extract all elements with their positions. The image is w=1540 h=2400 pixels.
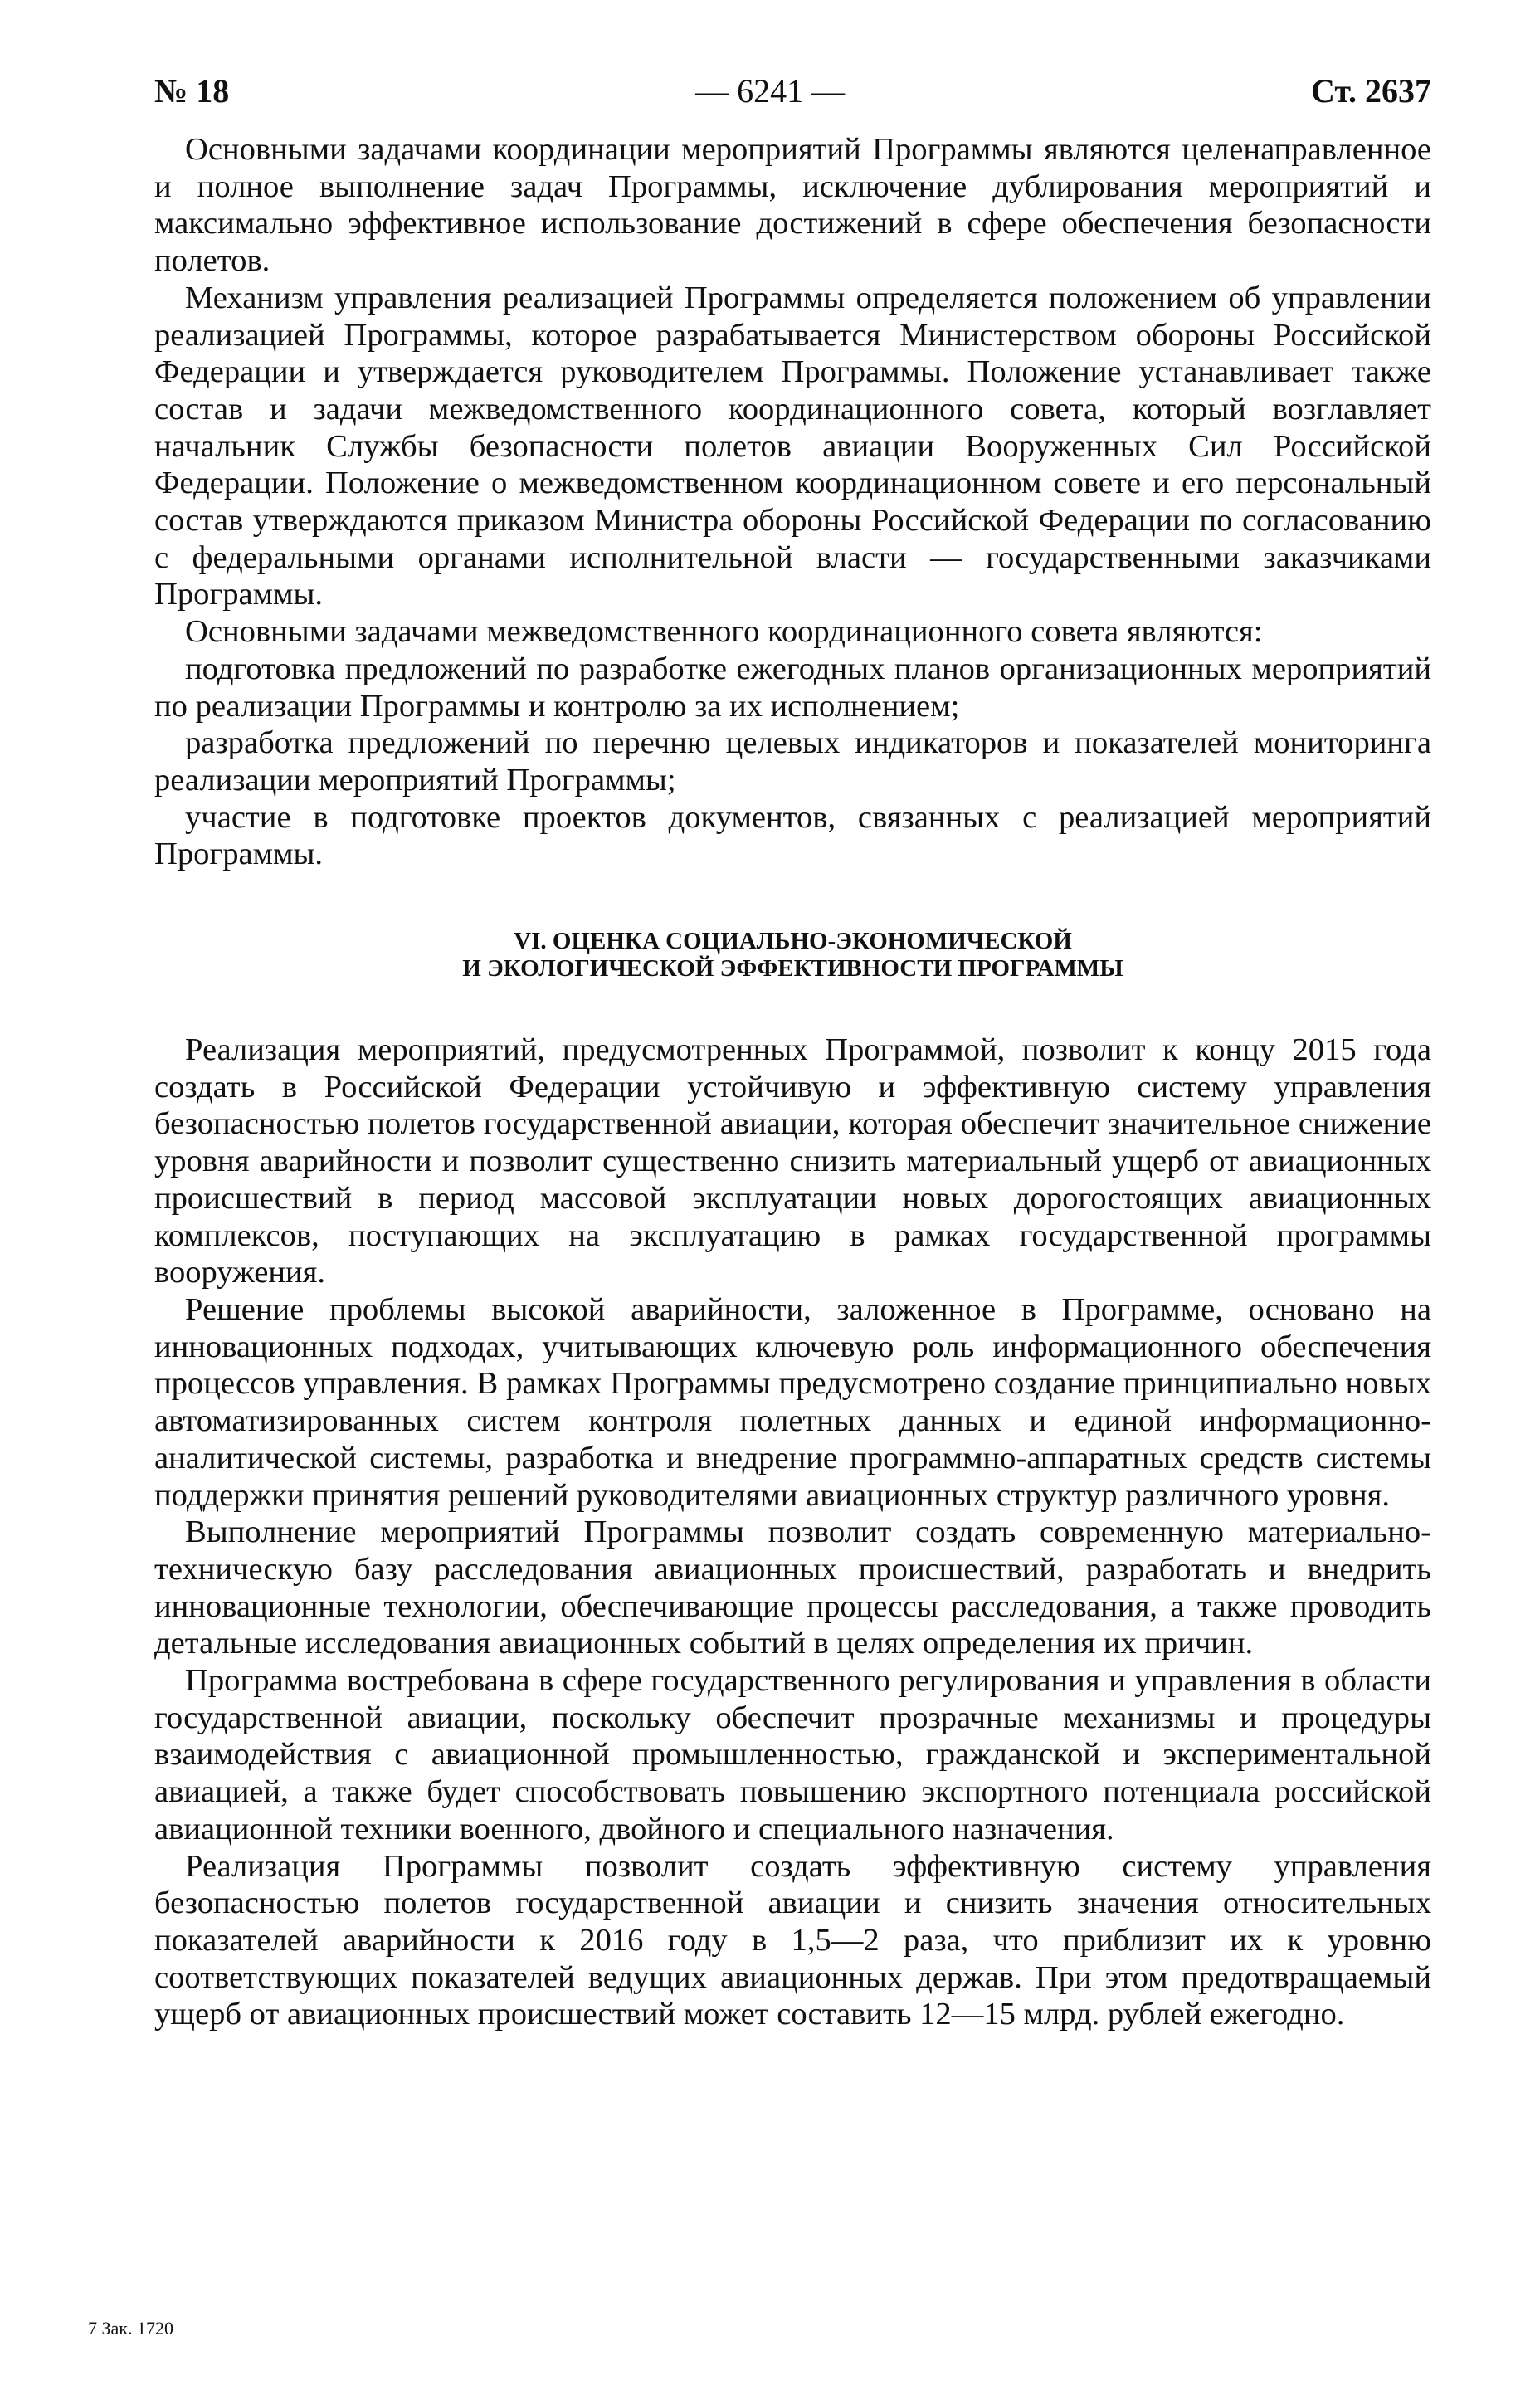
paragraph: подготовка предложений по разработке ежегодных планов организационных мероприятий по реализации Программы и контролю за их исполнением;: [154, 651, 1431, 724]
page-number: — 6241 —: [695, 72, 846, 110]
section-heading-line-2: И ЭКОЛОГИЧЕСКОЙ ЭФФЕКТИВНОСТИ ПРОГРАММЫ: [462, 955, 1123, 983]
body-text: [154, 131, 1431, 2033]
section-heading-line-1: VI. ОЦЕНКА СОЦИАЛЬНО-ЭКОНОМИЧЕСКОЙ: [514, 928, 1072, 955]
issue-number: № 18: [154, 72, 230, 110]
paragraph: участие в подготовке проектов документов, связанных с реализацией мероприятий Программы.: [154, 799, 1431, 872]
paragraph: Решение проблемы высокой аварийности, заложенное в Программе, основано на инновационных подходах, учитывающих ключевую роль информационного обеспечения процессов управления. В рамках Программы предусмотрено создание принципиально новых автоматизированных систем контроля полетных данных и единой информационно-аналитической системы, разработка и внедрение программно-аппаратных средств системы поддержки принятия решений руководителями авиационных структур различного уровня.: [154, 1291, 1431, 1513]
page-header: [154, 71, 1431, 121]
paragraph: Реализация Программы позволит создать эффективную систему управления безопасностью полетов государственной авиации и снизить значения относительных показателей аварийности к 2016 году в 1,5—2 раза, что приблизит их к уровню соответствующих показателей ведущих авиационных держав. При этом предотвращаемый ущерб от авиационных происшествий может составить 12—15 млрд. рублей ежегодно.: [154, 1848, 1431, 2032]
section-heading: [154, 928, 1431, 983]
paragraph: разработка предложений по перечню целевых индикаторов и показателей мониторинга реализации мероприятий Программы;: [154, 725, 1431, 798]
paragraph: Реализация мероприятий, предусмотренных Программой, позволит к концу 2015 года создать в Российской Федерации устойчивую и эффективную систему управления безопасностью полетов государственной авиации, которая обеспечит значительное снижение уровня аварийности и позволит существенно снизить материальный ущерб от авиационных происшествий в период массовой эксплуатации новых дорогостоящих авиационных комплексов, поступающих на эксплуатацию в рамках государственной программы вооружения.: [154, 1032, 1431, 1290]
paragraph: Программа востребована в сфере государственного регулирования и управления в области государственной авиации, поскольку обеспечит прозрачные механизмы и процедуры взаимодействия с авиационной промышленностью, гражданской и экспериментальной авиацией, а также будет способствовать повышению экспортного потенциала российской авиационной техники военного, двойного и специального назначения.: [154, 1663, 1431, 1846]
paragraph: Основными задачами межведомственного координационного совета являются:: [185, 614, 1263, 650]
print-mark: 7 Зак. 1720: [88, 2318, 173, 2339]
paragraph: Выполнение мероприятий Программы позволит создать современную материально-техническую базу расследования авиационных происшествий, разработать и внедрить инновационные технологии, обеспечивающие процессы расследования, а также проводить детальные исследования авиационных событий в целях определения их причин.: [154, 1515, 1431, 1661]
article-number: Ст. 2637: [1310, 72, 1431, 110]
paragraph: Механизм управления реализацией Программы определяется положением об управлении реализацией Программы, которое разрабатывается Министерством обороны Российской Федерации и утверждается руководителем Программы. Положение устанавливает также состав и задачи межведомственного координационного совета, который возглавляет начальник Службы безопасности полетов авиации Вооруженных Сил Российской Федерации. Положение о межведомственном координационном совете и его персональный состав утверждаются приказом Министра обороны Российской Федерации по согласованию с федеральными органами исполнительной власти — государственными заказчиками Программы.: [154, 280, 1431, 612]
paragraph: Основными задачами координации мероприятий Программы являются целенаправленное и полное выполнение задач Программы, исключение дублирования мероприятий и максимально эффективное использование достижений в сфере обеспечения безопасности полетов.: [154, 132, 1431, 279]
